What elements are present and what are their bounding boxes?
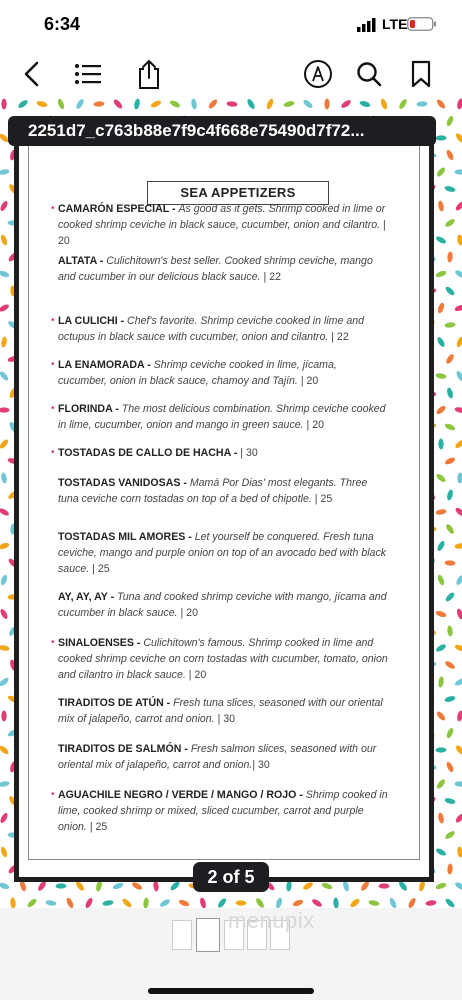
petal-decoration bbox=[454, 543, 462, 550]
menu-item bbox=[51, 357, 388, 389]
menu-item bbox=[51, 401, 388, 433]
menu-item-bullet: • bbox=[51, 315, 55, 326]
petal-decoration bbox=[340, 99, 352, 110]
menu-item-description: Tuna and cooked shrimp ceviche with mango, jícama and cucumber in black sauce. bbox=[58, 591, 387, 619]
petal-decoration bbox=[65, 897, 74, 908]
petal-decoration bbox=[435, 847, 447, 857]
menu-item-name: AY, AY, AY - bbox=[58, 591, 118, 603]
petal-decoration bbox=[368, 899, 380, 906]
petal-decoration bbox=[207, 98, 218, 110]
petal-decoration bbox=[435, 882, 447, 891]
petal-decoration bbox=[159, 898, 171, 908]
petal-decoration bbox=[0, 336, 7, 348]
petal-decoration bbox=[255, 897, 266, 908]
menu-item-price: | 30 bbox=[252, 759, 270, 771]
petal-decoration bbox=[446, 387, 454, 399]
petal-decoration bbox=[407, 897, 417, 908]
petal-decoration bbox=[454, 644, 462, 653]
search-button[interactable] bbox=[351, 56, 387, 92]
menu-item-price: | 30 bbox=[240, 447, 258, 459]
petal-decoration bbox=[445, 523, 456, 535]
petal-decoration bbox=[435, 643, 447, 653]
petal-decoration bbox=[435, 270, 447, 279]
page-indicator: 2 of 5 bbox=[193, 862, 269, 892]
petal-decoration bbox=[435, 404, 447, 415]
menu-item bbox=[58, 695, 388, 727]
petal-decoration bbox=[226, 101, 237, 107]
menu-item-bullet: • bbox=[51, 789, 55, 800]
petal-decoration bbox=[10, 897, 16, 908]
petal-decoration bbox=[0, 882, 10, 891]
status-time: 6:34 bbox=[44, 14, 81, 34]
menu-item bbox=[51, 313, 388, 345]
list-icon bbox=[74, 63, 102, 85]
pen-icon bbox=[303, 59, 333, 89]
petal-decoration bbox=[438, 438, 443, 449]
menu-item bbox=[51, 787, 388, 835]
petal-decoration bbox=[0, 676, 10, 687]
petal-decoration bbox=[445, 353, 455, 365]
menu-item-name: TOSTADAS VANIDOSAS - bbox=[58, 477, 190, 489]
petal-decoration bbox=[112, 98, 123, 110]
petal-decoration bbox=[447, 251, 453, 262]
menu-item-price: | 20 bbox=[177, 607, 198, 619]
petal-decoration bbox=[444, 285, 456, 296]
petal-decoration bbox=[436, 336, 446, 348]
section-title: SEA APPETIZERS bbox=[147, 181, 329, 205]
menu-item bbox=[58, 529, 388, 577]
carrier-label: LTE bbox=[382, 16, 408, 32]
petal-decoration bbox=[435, 610, 447, 618]
thumbnail-strip bbox=[0, 908, 462, 1000]
petal-decoration bbox=[0, 608, 9, 620]
petal-decoration bbox=[0, 438, 10, 450]
petal-decoration bbox=[435, 710, 446, 722]
menu-page-border bbox=[28, 142, 420, 860]
petal-decoration bbox=[454, 781, 462, 787]
petal-decoration bbox=[456, 98, 462, 110]
outline-button[interactable] bbox=[70, 56, 106, 92]
petal-decoration bbox=[437, 574, 446, 586]
menu-item-name: AGUACHILE NEGRO / VERDE / MANGO / ROJO - bbox=[58, 789, 306, 801]
petal-decoration bbox=[26, 897, 38, 908]
petal-decoration bbox=[454, 269, 462, 279]
petal-decoration bbox=[0, 846, 8, 858]
petal-decoration bbox=[444, 660, 456, 670]
petal-decoration bbox=[169, 880, 181, 891]
petal-decoration bbox=[190, 98, 197, 110]
petal-decoration bbox=[456, 710, 462, 722]
petal-decoration bbox=[455, 744, 462, 756]
menu-item-name: LA CULICHI - bbox=[58, 315, 128, 327]
petal-decoration bbox=[444, 897, 456, 908]
menu-item-description: Fresh salmon slices, seasoned with our oriental mix of jalapeño, carrot and onion. bbox=[58, 743, 377, 771]
petal-decoration bbox=[455, 574, 462, 586]
petal-decoration bbox=[437, 200, 444, 212]
petal-decoration bbox=[55, 883, 66, 888]
petal-decoration bbox=[425, 900, 437, 907]
petal-decoration bbox=[1, 711, 6, 722]
petal-decoration bbox=[1, 99, 6, 110]
menu-item-bullet: • bbox=[51, 637, 55, 648]
back-button[interactable] bbox=[14, 56, 50, 92]
petal-decoration bbox=[455, 132, 462, 144]
menu-item-description: As good as it gets. Shrimp cooked in lime or cooked shrimp ceviche in black sauce, cucumber, onion and cilantro. bbox=[58, 203, 386, 231]
petal-decoration bbox=[444, 830, 456, 841]
menu-item-bullet: • bbox=[51, 447, 55, 458]
petal-decoration bbox=[0, 812, 9, 824]
petal-decoration bbox=[246, 98, 256, 110]
petal-decoration bbox=[0, 234, 8, 246]
menu-item-description: Chef's favorite. Shrimp ceviche cooked in lime and octupus in black sauce with cucumber, onion and cilantro. bbox=[58, 315, 365, 343]
menu-item-price: | 25 bbox=[86, 821, 108, 833]
petal-decoration bbox=[0, 168, 10, 175]
petal-decoration bbox=[447, 625, 453, 636]
petal-decoration bbox=[235, 900, 246, 905]
bookmark-icon bbox=[410, 60, 432, 88]
menu-item bbox=[51, 445, 388, 461]
petal-decoration bbox=[444, 185, 456, 193]
markup-button[interactable] bbox=[300, 56, 336, 92]
petal-decoration bbox=[388, 897, 397, 908]
menu-item-price: | 25 bbox=[311, 493, 333, 505]
petal-decoration bbox=[283, 100, 295, 108]
petal-decoration bbox=[457, 234, 462, 246]
petal-decoration bbox=[321, 882, 333, 891]
petal-decoration bbox=[102, 899, 114, 906]
petal-decoration bbox=[436, 778, 447, 790]
petal-decoration bbox=[445, 727, 454, 739]
petal-decoration bbox=[435, 135, 446, 140]
battery-icon bbox=[407, 17, 437, 31]
menu-item-price: | 22 bbox=[328, 331, 349, 343]
petal-decoration bbox=[0, 744, 10, 755]
petal-decoration bbox=[444, 797, 456, 805]
petal-decoration bbox=[36, 100, 48, 108]
petal-decoration bbox=[292, 899, 304, 908]
share-button[interactable] bbox=[131, 56, 167, 92]
document-viewer[interactable] bbox=[0, 98, 462, 908]
petal-decoration bbox=[178, 899, 190, 908]
petal-decoration bbox=[17, 99, 29, 110]
petal-decoration bbox=[454, 439, 462, 450]
petal-decoration bbox=[84, 897, 94, 908]
petal-decoration bbox=[302, 99, 314, 110]
petal-decoration bbox=[0, 644, 10, 651]
petal-decoration bbox=[444, 322, 455, 328]
menu-item bbox=[58, 589, 388, 621]
menu-item-price: | 25 bbox=[89, 563, 110, 575]
menu-item-price: | 20 bbox=[185, 669, 207, 681]
petal-decoration bbox=[444, 218, 456, 229]
menu-item-description: Culichitown's best seller. Cooked shrimp ceviche, mango and cucumber in our delicious black sauce. bbox=[58, 255, 373, 283]
petal-decoration bbox=[349, 897, 361, 908]
petal-decoration bbox=[199, 897, 207, 908]
petal-decoration bbox=[0, 574, 8, 586]
petal-decoration bbox=[444, 422, 456, 431]
menu-item-bullet: • bbox=[51, 203, 55, 214]
petal-decoration bbox=[445, 761, 454, 773]
petal-decoration bbox=[0, 407, 10, 412]
petal-decoration bbox=[121, 897, 133, 908]
petal-decoration bbox=[0, 542, 10, 551]
menu-item-description: Culichitown's famous. Shrimp cooked in lime and cooked shrimp ceviche on corn tostadas with cucumber, tomato, onion and cilantro in black sauce. bbox=[58, 637, 388, 681]
petal-decoration bbox=[454, 169, 462, 175]
petal-decoration bbox=[436, 540, 446, 552]
petal-decoration bbox=[416, 101, 427, 107]
petal-decoration bbox=[454, 812, 462, 824]
menu-item-name: SINALOENSES - bbox=[58, 637, 144, 649]
menu-item-description: Fresh tuna slices, seasoned with our oriental mix of jalapeño, carrot and onion. bbox=[58, 697, 383, 725]
petal-decoration bbox=[454, 200, 462, 212]
menu-item bbox=[58, 253, 388, 285]
menu-item-name: CAMARÓN ESPECIAL - bbox=[58, 203, 179, 215]
status-bar bbox=[0, 0, 462, 50]
menu-item-price: | 20 bbox=[303, 419, 325, 431]
petal-decoration bbox=[435, 747, 446, 752]
petal-decoration bbox=[333, 897, 339, 908]
petal-decoration bbox=[0, 507, 10, 517]
menu-item bbox=[58, 741, 388, 773]
petal-decoration bbox=[438, 676, 445, 688]
petal-decoration bbox=[435, 508, 447, 515]
petal-decoration bbox=[0, 200, 9, 212]
petal-decoration bbox=[457, 472, 462, 483]
petal-decoration bbox=[75, 98, 85, 110]
watermark: menupix bbox=[228, 908, 315, 933]
petal-decoration bbox=[45, 899, 57, 906]
menu-item bbox=[51, 635, 388, 683]
petal-decoration bbox=[445, 115, 454, 127]
bookmark-button[interactable] bbox=[403, 56, 439, 92]
menu-item-description: Shrimp ceviche cooked in lime, jícama, cucumber, onion in black sauce, chamoy and Tajín. bbox=[58, 359, 337, 387]
petal-decoration bbox=[454, 506, 462, 517]
petal-decoration bbox=[311, 898, 323, 908]
petal-decoration bbox=[446, 489, 454, 501]
petal-decoration bbox=[435, 98, 446, 110]
petal-decoration bbox=[437, 812, 444, 824]
petal-decoration bbox=[447, 863, 453, 874]
menu-item-name: FLORINDA - bbox=[58, 403, 122, 415]
menu-item-bullet: • bbox=[51, 403, 55, 414]
petal-decoration bbox=[169, 99, 181, 109]
petal-decoration bbox=[275, 897, 283, 908]
petal-decoration bbox=[93, 101, 104, 107]
petal-decoration bbox=[444, 560, 455, 566]
petal-decoration bbox=[435, 373, 447, 380]
petal-decoration bbox=[444, 695, 456, 703]
petal-decoration bbox=[380, 98, 389, 110]
menu-item-name: TIRADITOS DE SALMÓN - bbox=[58, 743, 191, 755]
menu-item bbox=[51, 201, 388, 249]
petal-decoration bbox=[57, 98, 66, 110]
petal-decoration bbox=[456, 336, 462, 348]
menu-item-description: The most delicious combination. Shrimp ceviche cooked in lime, cucumber, onion and mango in green sauce. bbox=[58, 403, 386, 431]
menu-page bbox=[14, 132, 434, 882]
petal-decoration bbox=[0, 303, 10, 313]
petal-decoration bbox=[143, 897, 149, 908]
petal-decoration bbox=[324, 98, 329, 109]
menu-item-price: | 22 bbox=[260, 271, 282, 283]
menu-item-description: Mamá Por Dias' most elegants. Three tuna ceviche corn tostadas on top of a bed of chipotle. bbox=[58, 477, 368, 505]
petal-decoration bbox=[133, 98, 140, 110]
petal-decoration bbox=[359, 100, 371, 108]
petal-decoration bbox=[435, 473, 447, 484]
petal-decoration bbox=[379, 883, 390, 888]
petal-decoration bbox=[454, 881, 462, 891]
share-icon bbox=[136, 58, 162, 90]
petal-decoration bbox=[0, 270, 10, 279]
petal-decoration bbox=[0, 370, 10, 382]
petal-decoration bbox=[457, 846, 462, 858]
petal-decoration bbox=[0, 472, 7, 484]
petal-decoration bbox=[444, 456, 456, 465]
petal-decoration bbox=[266, 98, 275, 110]
menu-item-price: | 20 bbox=[58, 219, 386, 247]
chevron-left-icon bbox=[22, 60, 42, 88]
petal-decoration bbox=[435, 235, 447, 245]
toolbar bbox=[0, 50, 462, 98]
petal-decoration bbox=[454, 406, 462, 413]
search-icon bbox=[356, 61, 382, 87]
petal-decoration bbox=[398, 98, 408, 110]
menu-item-name: TOSTADAS MIL AMORES - bbox=[58, 531, 195, 543]
menu-item-description: Shrimp cooked in lime, cooked shrimp or mixed, sliced cucumber, carrot and purple onion. bbox=[58, 789, 388, 833]
document-filename: 2251d7_c763b88e7f9c4f668e75490d7f72... bbox=[8, 116, 436, 146]
petal-decoration bbox=[302, 881, 314, 891]
petal-decoration bbox=[456, 608, 462, 620]
petal-decoration bbox=[436, 166, 447, 178]
menu-item-price: | 30 bbox=[214, 713, 236, 725]
petal-decoration bbox=[454, 677, 462, 687]
petal-decoration bbox=[454, 304, 462, 312]
petal-decoration bbox=[131, 881, 143, 891]
menu-item-name: LA ENAMORADA - bbox=[58, 359, 154, 371]
home-indicator[interactable] bbox=[148, 988, 314, 994]
petal-decoration bbox=[445, 149, 454, 161]
petal-decoration bbox=[455, 370, 462, 382]
petal-decoration bbox=[444, 591, 455, 603]
petal-decoration bbox=[437, 302, 445, 314]
petal-decoration bbox=[286, 880, 292, 891]
menu-item-name: ALTATA - bbox=[58, 255, 107, 267]
signal-icon bbox=[357, 18, 377, 32]
page-thumbnail-1[interactable] bbox=[172, 920, 192, 950]
petal-decoration bbox=[217, 897, 228, 908]
menu-item-bullet: • bbox=[51, 359, 55, 370]
menu-item bbox=[58, 475, 388, 507]
page-thumbnail-2[interactable] bbox=[196, 918, 220, 952]
menu-item-price: | 20 bbox=[297, 375, 319, 387]
menu-item-name: TIRADITOS DE ATÚN - bbox=[58, 697, 174, 709]
petal-decoration bbox=[150, 99, 162, 108]
petal-decoration bbox=[112, 882, 124, 891]
menu-item-name: TOSTADAS DE CALLO DE HACHA - bbox=[58, 447, 241, 459]
petal-decoration bbox=[0, 780, 10, 787]
menu-item-description: Let yourself be conquered. Fresh tuna ceviche, mango and purple onion on top of an avocado bed with black sauce. bbox=[58, 531, 387, 575]
